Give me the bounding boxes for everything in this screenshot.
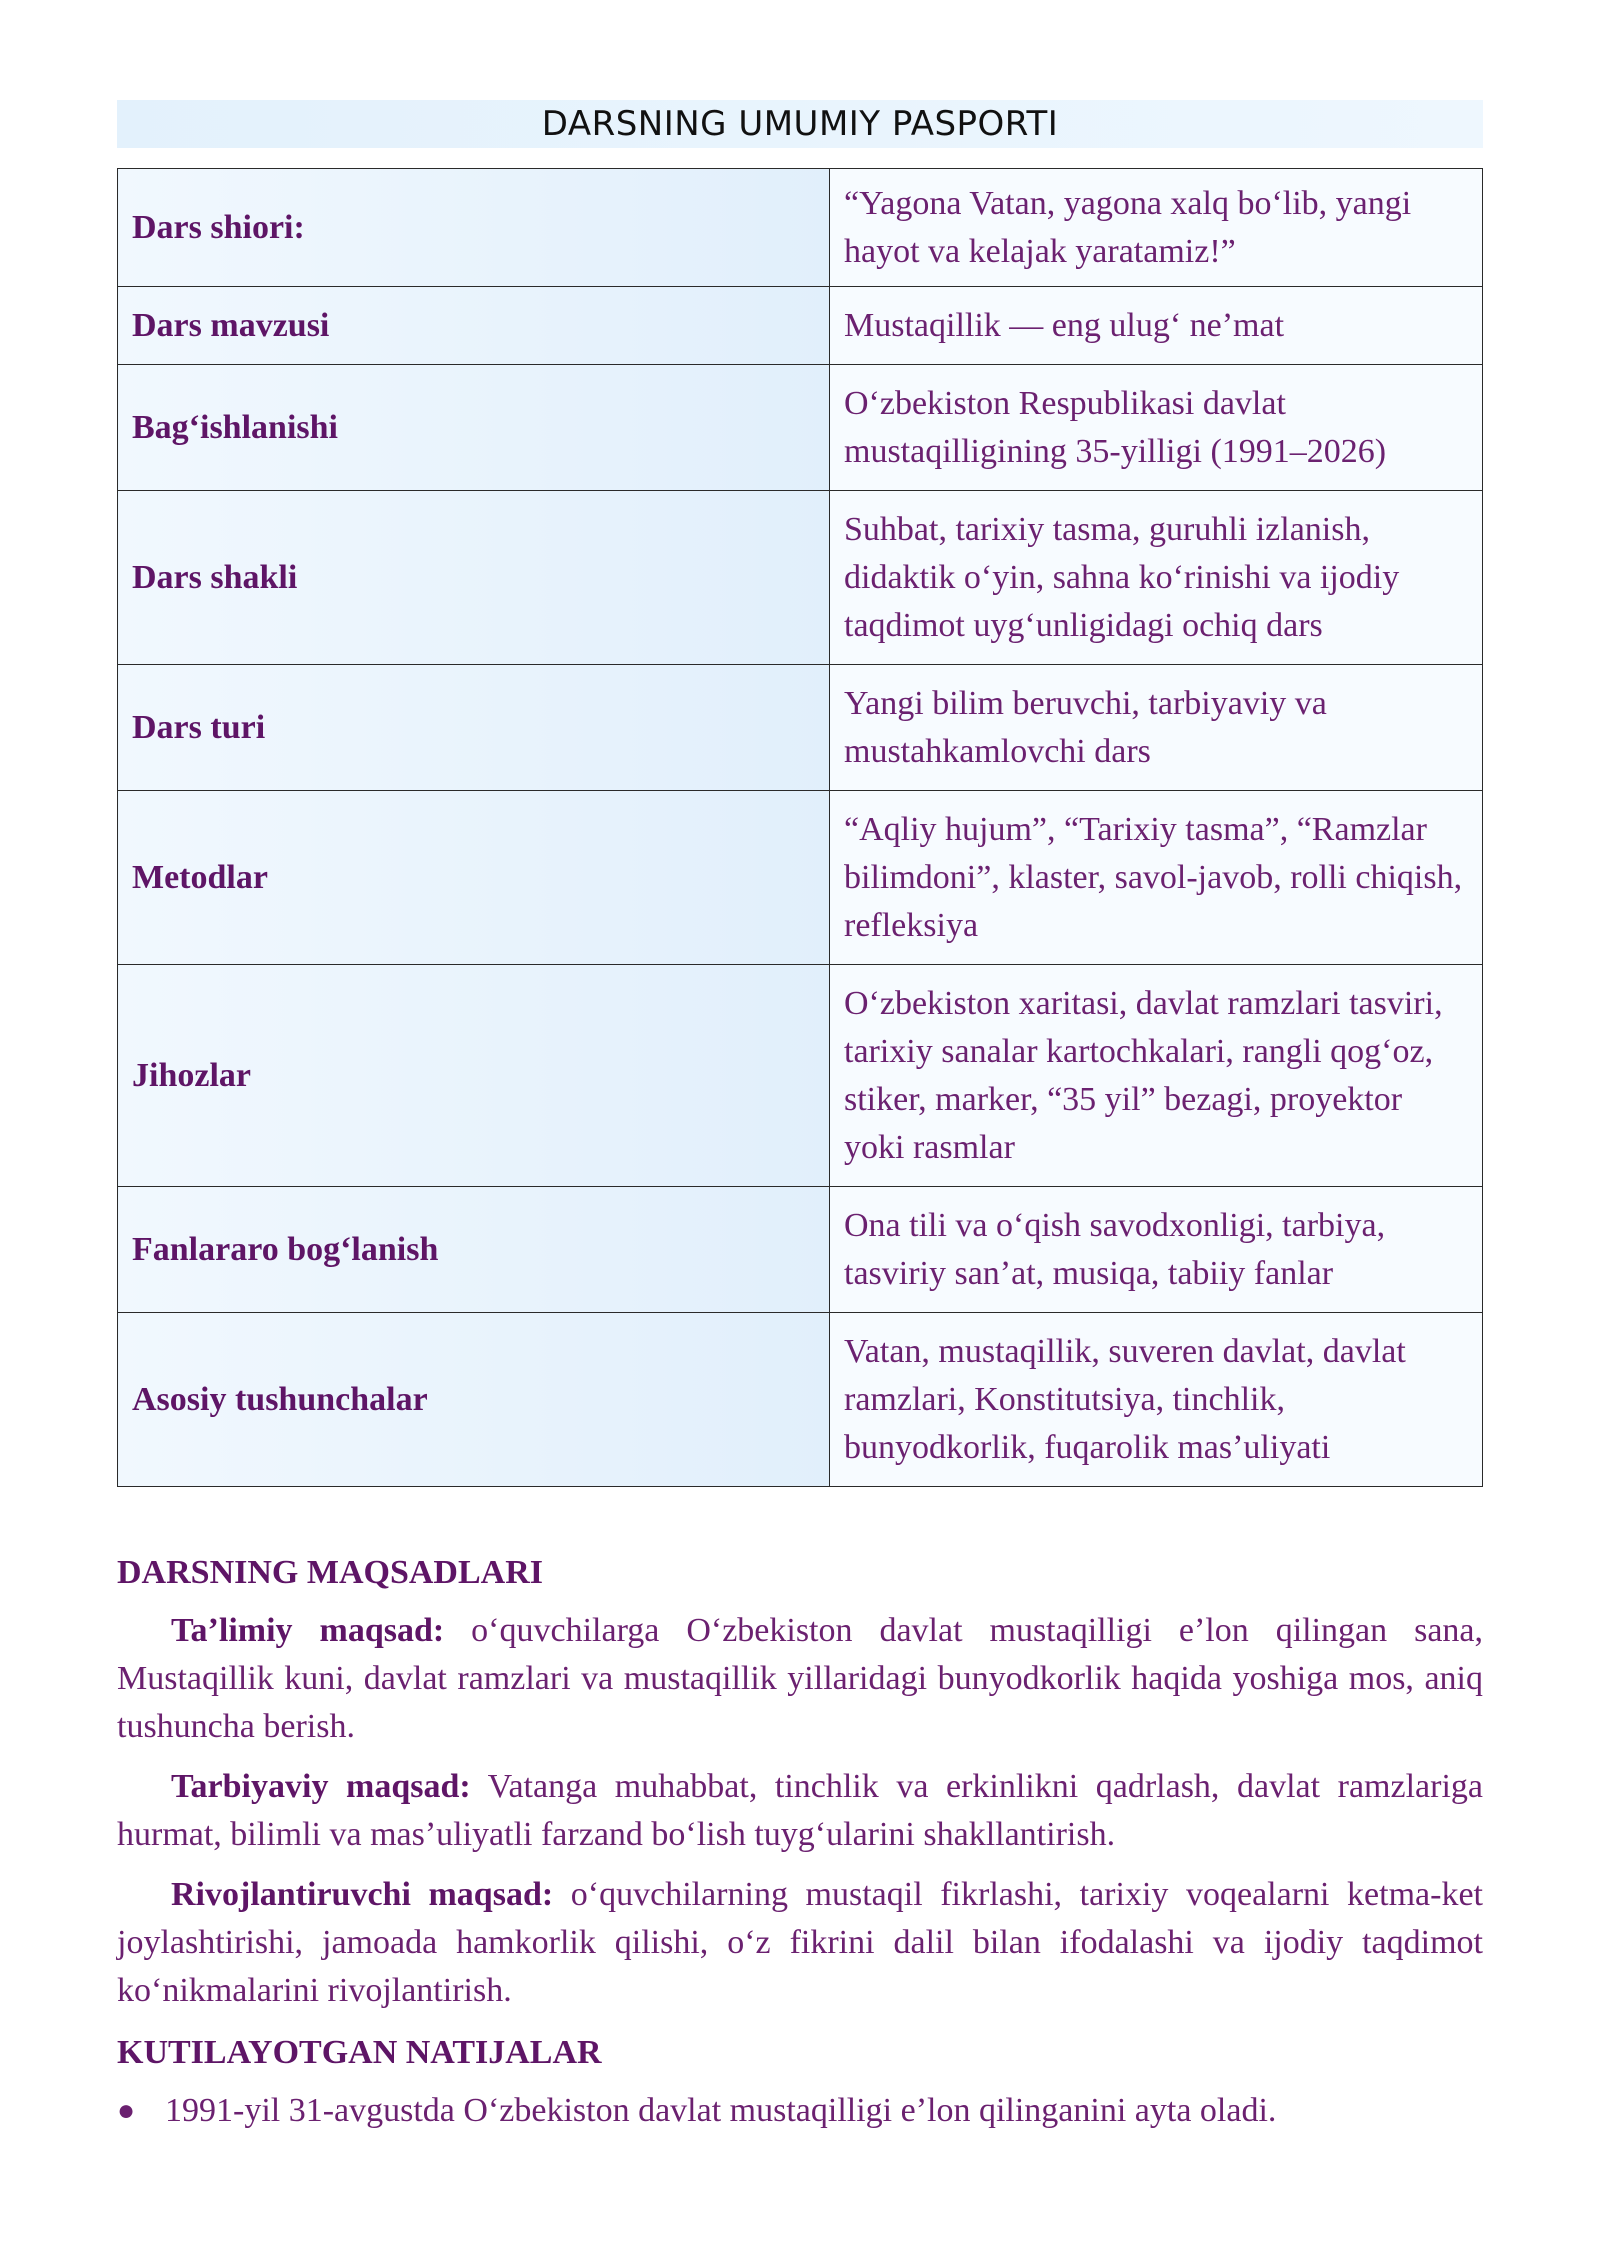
table-row [118, 1313, 1483, 1487]
row-label: Fanlararo bogʻlanish [118, 1187, 830, 1313]
goal-label: Rivojlantiruvchi maqsad: [171, 1876, 554, 1913]
row-label: Dars shiori: [118, 169, 830, 287]
row-label: Dars turi [118, 665, 830, 791]
row-label: Jihozlar [118, 965, 830, 1187]
result-text: 1991-yil 31-avgustda Oʻzbekiston davlat mustaqilligi eʼlon qilinganini ayta oladi. [165, 2092, 1277, 2129]
table-row [118, 791, 1483, 965]
row-label: Metodlar [118, 791, 830, 965]
results-heading: KUTILAYOTGAN NATIJALAR [117, 2034, 602, 2071]
row-value: Ona tili va oʻqish savodxonligi, tarbiya, tasviriy sanʼat, musiqa, tabiiy fanlar [830, 1187, 1483, 1313]
row-label: Asosiy tushunchalar [118, 1313, 830, 1487]
row-label: Bagʻishlanishi [118, 365, 830, 491]
table-row [118, 965, 1483, 1187]
goal-text: oʻquvchilarga Oʻzbekiston davlat mustaqilligi eʼlon qilingan sana, Mustaqillik kuni, davlat ramzlari va mustaqillik yillaridagi bunyodkorlik haqida yoshiga mos, aniq tushuncha berish. [117, 1612, 1484, 1745]
goal-text: oʻquvchilarning mustaqil fikrlashi, tarixiy voqealarni ketma-ket joylashtirishi, jamoada hamkorlik qilishi, oʻz fikrini dalil bilan ifodalashi va ijodiy taqdimot koʻnikmalarini rivojlantirish. [117, 1876, 1483, 2009]
table-row [118, 365, 1483, 491]
row-value: “Aqliy hujum”, “Tarixiy tasma”, “Ramzlar bilimdoni”, klaster, savol-javob, rolli chiqish, refleksiya [830, 791, 1483, 965]
table-row [118, 287, 1483, 365]
goal-paragraph [117, 1763, 1483, 1859]
table-row [118, 1187, 1483, 1313]
table-row [118, 169, 1483, 287]
bullet-icon: ● [117, 2094, 136, 2127]
goal-label: Tarbiyaviy maqsad: [171, 1768, 471, 1805]
row-value: Mustaqillik — eng ulugʻ neʼmat [830, 287, 1483, 365]
goal-label: Taʼlimiy maqsad: [171, 1612, 445, 1649]
row-value: Oʻzbekiston xaritasi, davlat ramzlari tasviri, tarixiy sanalar kartochkalari, rangli qogʻoz, stiker, marker, “35 yil” bezagi, proyektor yoki rasmlar [830, 965, 1483, 1187]
document-page [117, 100, 1483, 2135]
table-row [118, 491, 1483, 665]
row-value: Vatan, mustaqillik, suveren davlat, davlat ramzlari, Konstitutsiya, tinchlik, bunyodkorlik, fuqarolik masʼuliyati [830, 1313, 1483, 1487]
goal-text: Vatanga muhabbat, tinchlik va erkinlikni qadrlash, davlat ramzlariga hurmat, bilimli va masʼuliyatli farzand boʻlish tuygʻularini shakllantirish. [117, 1768, 1483, 1853]
document-title: DARSNING UMUMIY PASPORTI [117, 100, 1483, 148]
row-label: Dars mavzusi [118, 287, 830, 365]
goals-section [117, 1549, 1483, 2135]
row-value: “Yagona Vatan, yagona xalq boʻlib, yangi hayot va kelajak yaratamiz!” [830, 169, 1483, 287]
row-value: Oʻzbekiston Respublikasi davlat mustaqilligining 35-yilligi (1991–2026) [830, 365, 1483, 491]
goal-paragraph [117, 1607, 1483, 1751]
goals-heading: DARSNING MAQSADLARI [117, 1554, 543, 1591]
lesson-passport-table [117, 168, 1483, 1487]
table-row [118, 665, 1483, 791]
row-label: Dars shakli [118, 491, 830, 665]
goal-paragraph [117, 1871, 1483, 2015]
list-item [117, 2087, 1483, 2135]
row-value: Suhbat, tarixiy tasma, guruhli izlanish, didaktik oʻyin, sahna koʻrinishi va ijodiy taqdimot uygʻunligidagi ochiq dars [830, 491, 1483, 665]
row-value: Yangi bilim beruvchi, tarbiyaviy va mustahkamlovchi dars [830, 665, 1483, 791]
